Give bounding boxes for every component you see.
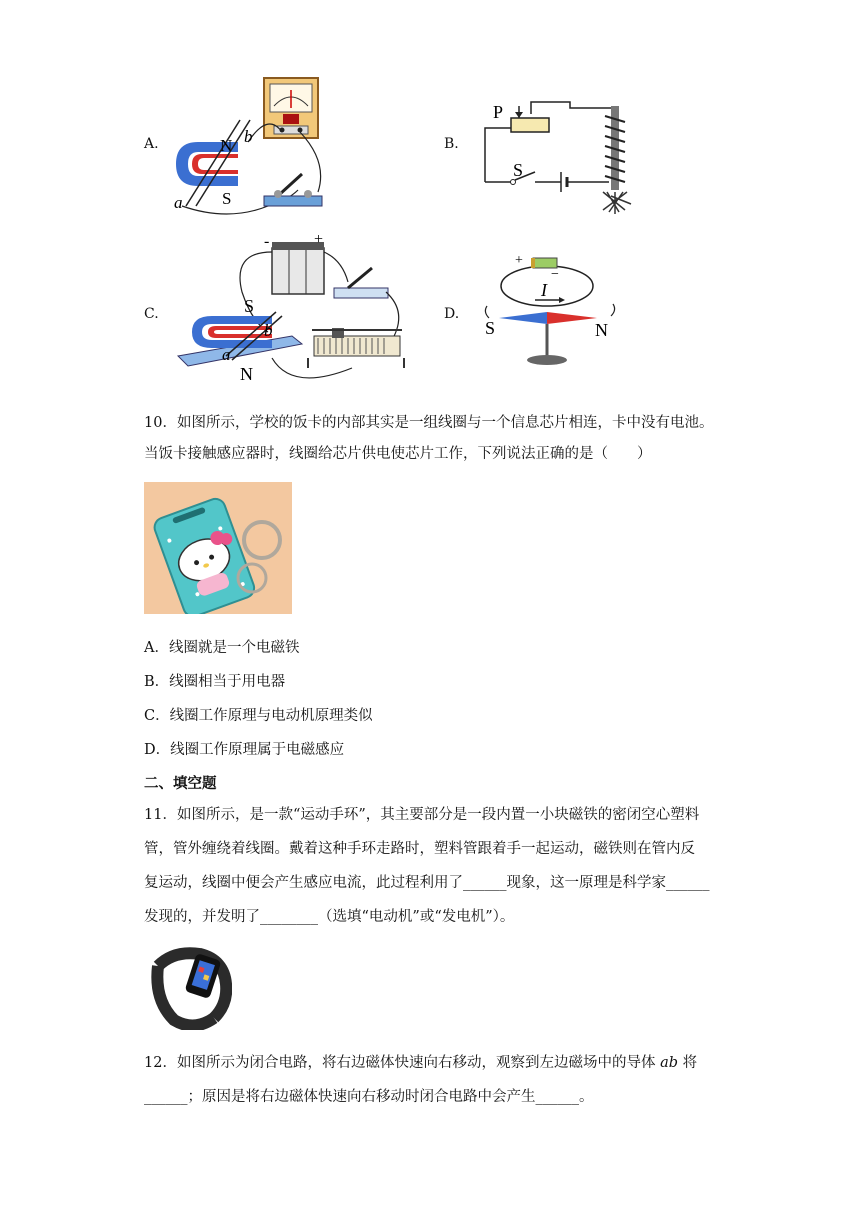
q11-line-4: 发现的，并发明了________（选填“电动机”或“发电机”）。 bbox=[144, 909, 515, 925]
q12-line-1-pre: 12．如图所示为闭合电路，将右边磁体快速向右移动，观察到左边磁场中的导体 bbox=[144, 1055, 661, 1071]
q10-option-b: B．线圈相当于用电器 bbox=[144, 674, 286, 690]
label-d-n: N bbox=[595, 320, 608, 340]
label-d-s: S bbox=[485, 318, 496, 338]
q10-option-c: C．线圈工作原理与电动机原理类似 bbox=[144, 708, 373, 724]
label-c-a: a bbox=[222, 345, 231, 364]
label-battery-minus: - bbox=[264, 233, 270, 250]
label-a: a bbox=[174, 193, 183, 212]
option-a-letter: A. bbox=[144, 136, 159, 152]
label-d-minus: − bbox=[551, 267, 559, 282]
label-b: b bbox=[244, 127, 253, 146]
figure-b-electromagnet-circuit bbox=[475, 92, 645, 217]
label-battery-plus: + bbox=[314, 232, 324, 248]
q12-conductor-ab: ab bbox=[660, 1055, 678, 1071]
q10-line-1: 10．如图所示，学校的饭卡的内部其实是一组线圈与一个信息芯片相连，卡中没有电池。 bbox=[144, 415, 714, 431]
q12-line-1-post: 将 bbox=[678, 1055, 698, 1071]
q11-line-1: 11．如图所示，是一款“运动手环”，其主要部分是一段内置一小块磁铁的密闭空心塑料 bbox=[144, 807, 700, 823]
q10-option-a: A．线圈就是一个电磁铁 bbox=[144, 640, 300, 656]
option-d-letter: D. bbox=[444, 306, 460, 322]
label-s: S bbox=[222, 189, 232, 208]
figure-d-compass-loop bbox=[475, 248, 635, 376]
section-heading-fill-in: 二、填空题 bbox=[144, 776, 217, 792]
label-c-b: b bbox=[264, 321, 273, 340]
meal-card-photo bbox=[144, 482, 292, 614]
fitness-band-photo bbox=[144, 940, 232, 1030]
q12-line-2: ______；原因是将右边磁体快速向右移动时闭合电路中会产生______。 bbox=[144, 1089, 594, 1105]
label-c-n: N bbox=[240, 364, 253, 384]
label-c-s: S bbox=[244, 296, 255, 316]
figure-c-motor-circuit bbox=[172, 232, 412, 392]
label-n: N bbox=[220, 136, 233, 155]
q11-line-3: 复运动，线圈中便会产生感应电流，此过程利用了______现象，这一原理是科学家______ bbox=[144, 875, 710, 891]
option-c-letter: C. bbox=[144, 306, 159, 322]
q10-option-d: D．线圈工作原理属于电磁感应 bbox=[144, 742, 345, 758]
figure-a-galvanometer-circuit bbox=[168, 72, 328, 217]
q11-line-2: 管，管外缠绕着线圈。戴着这种手环走路时，塑料管跟着手一起运动，磁铁则在管内反 bbox=[144, 841, 695, 857]
q10-line-2: 当饭卡接触感应器时，线圈给芯片供电使芯片工作，下列说法正确的是（ ） bbox=[144, 446, 652, 462]
q12-line-1 bbox=[144, 1046, 697, 1080]
label-p: P bbox=[493, 102, 504, 122]
option-b-letter: B. bbox=[444, 136, 459, 152]
label-d-current: I bbox=[541, 280, 547, 300]
label-d-plus: + bbox=[515, 253, 523, 268]
label-switch-s: S bbox=[513, 160, 524, 180]
